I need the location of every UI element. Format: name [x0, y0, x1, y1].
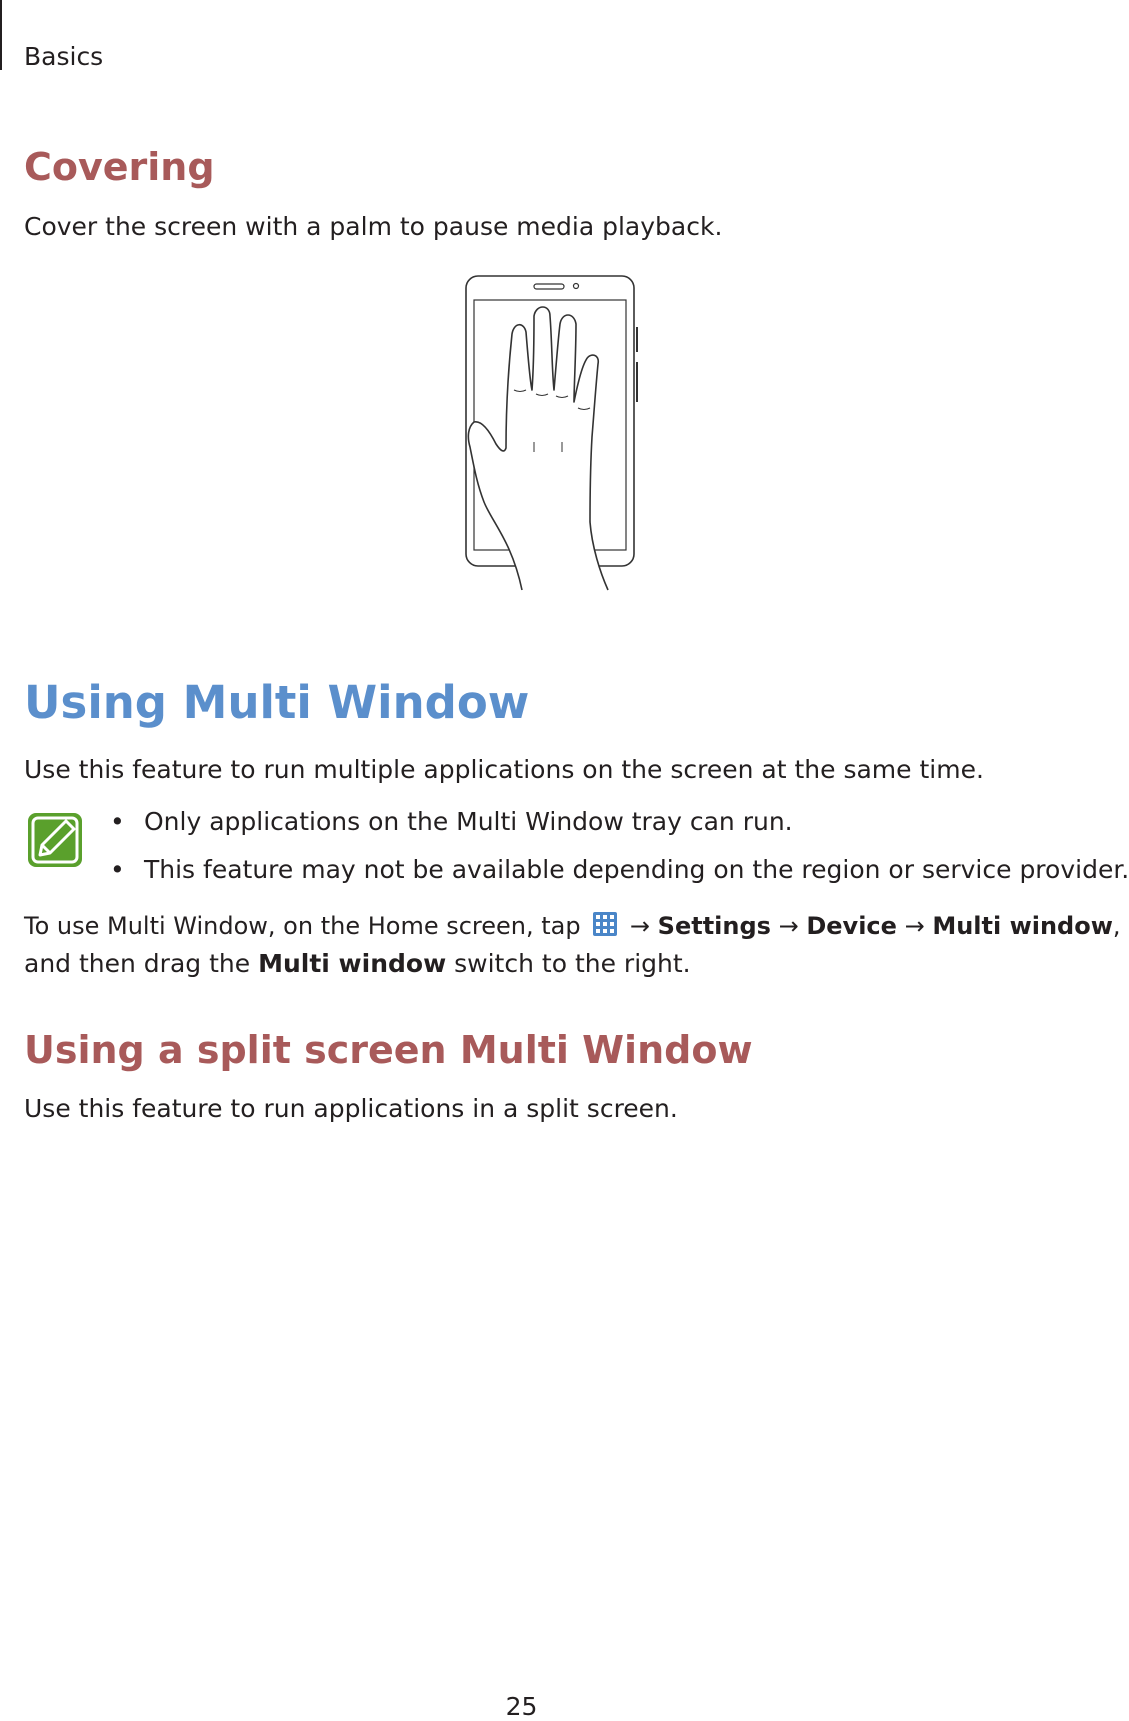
arrow: → [778, 912, 799, 940]
arrow: → [629, 912, 651, 940]
page-number: 25 [505, 1692, 538, 1721]
instructions-line-2: and then drag the Multi window switch to the right. [24, 949, 691, 978]
device-label: Device [806, 912, 897, 940]
bullet-icon: • [110, 807, 125, 836]
note-icon [26, 811, 84, 869]
multi-window-heading: Using Multi Window [24, 676, 530, 729]
palm-cover-illustration [462, 272, 642, 592]
bullet-icon: • [110, 855, 125, 884]
apps-grid-icon [592, 911, 618, 937]
arrow: → [904, 912, 925, 940]
split-screen-body: Use this feature to run applications in a split screen. [24, 1094, 678, 1123]
multi-window-intro: Use this feature to run multiple applications on the screen at the same time. [24, 755, 984, 784]
covering-body: Cover the screen with a palm to pause media playback. [24, 212, 723, 241]
section-header: Basics [24, 42, 104, 71]
covering-heading: Covering [24, 145, 215, 189]
note-list-item [110, 807, 793, 836]
note-text: This feature may not be available depending on the region or service provider. [144, 855, 1129, 884]
header-rule [0, 0, 2, 70]
settings-label: Settings [657, 912, 771, 940]
multi-window-label: Multi window [932, 912, 1113, 940]
multi-window-switch-label: Multi window [258, 949, 447, 978]
note-list-item [110, 855, 1129, 884]
note-text: Only applications on the Multi Window tray can run. [144, 807, 793, 836]
instructions-line-1: To use Multi Window, on the Home screen, tap → Settings → Device → Multi window, [24, 912, 1121, 940]
split-screen-heading: Using a split screen Multi Window [24, 1028, 753, 1072]
